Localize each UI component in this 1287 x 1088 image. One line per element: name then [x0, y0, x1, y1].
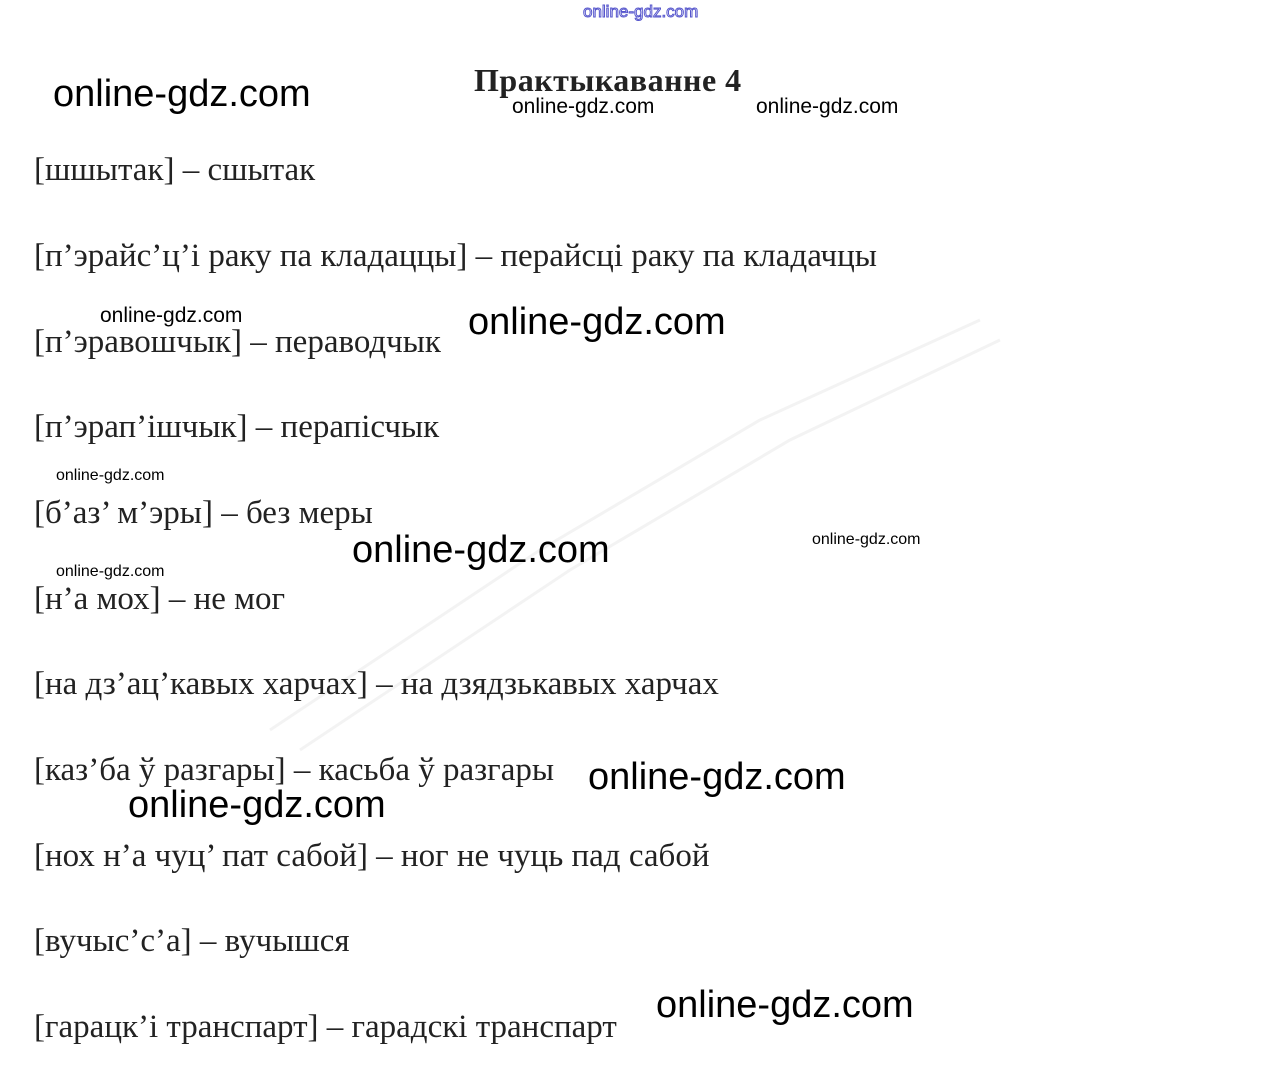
text-line-6: [н’а мох] – не мог: [34, 581, 286, 617]
text-line-4: [п’эрап’ішчык] – перапісчык: [34, 409, 440, 445]
watermark-top: online-gdz.com: [583, 2, 699, 21]
text-line-9: [нох н’а чуц’ пат сабой] – ног не чуць пад сабой: [34, 838, 710, 874]
watermark-10: online-gdz.com: [588, 756, 846, 798]
watermark-5: online-gdz.com: [468, 301, 726, 343]
watermark-7: online-gdz.com: [352, 529, 610, 571]
watermark-1: online-gdz.com: [53, 73, 311, 115]
watermark-3: online-gdz.com: [756, 95, 899, 118]
text-line-10: [вучыс’с’а] – вучышся: [34, 923, 350, 959]
watermark-6: online-gdz.com: [56, 467, 165, 484]
watermark-11: online-gdz.com: [128, 784, 386, 826]
page-title: Практыкаванне 4: [474, 62, 742, 98]
text-line-7: [на дз’ац’кавых харчах] – на дзядзькавых харчах: [34, 666, 719, 702]
watermark-8: online-gdz.com: [812, 531, 921, 548]
text-line-1: [шшытак] – сшытак: [34, 152, 316, 188]
text-line-5: [б’аз’ м’эры] – без меры: [34, 495, 373, 531]
watermark-4: online-gdz.com: [100, 304, 243, 327]
text-line-11: [гарацк’і транспарт] – гарадскі транспарт: [34, 1009, 617, 1045]
text-line-3: [п’эравошчык] – пераводчык: [34, 324, 441, 360]
watermark-12: online-gdz.com: [656, 984, 914, 1026]
watermark-9: online-gdz.com: [56, 563, 165, 580]
watermark-2: online-gdz.com: [512, 95, 655, 118]
text-line-8: [каз’ба ў разгары] – касьба ў разгары: [34, 752, 555, 788]
text-line-2: [п’эрайс’ц’і раку па кладаццы] – перайсці раку па кладачцы: [34, 238, 877, 274]
